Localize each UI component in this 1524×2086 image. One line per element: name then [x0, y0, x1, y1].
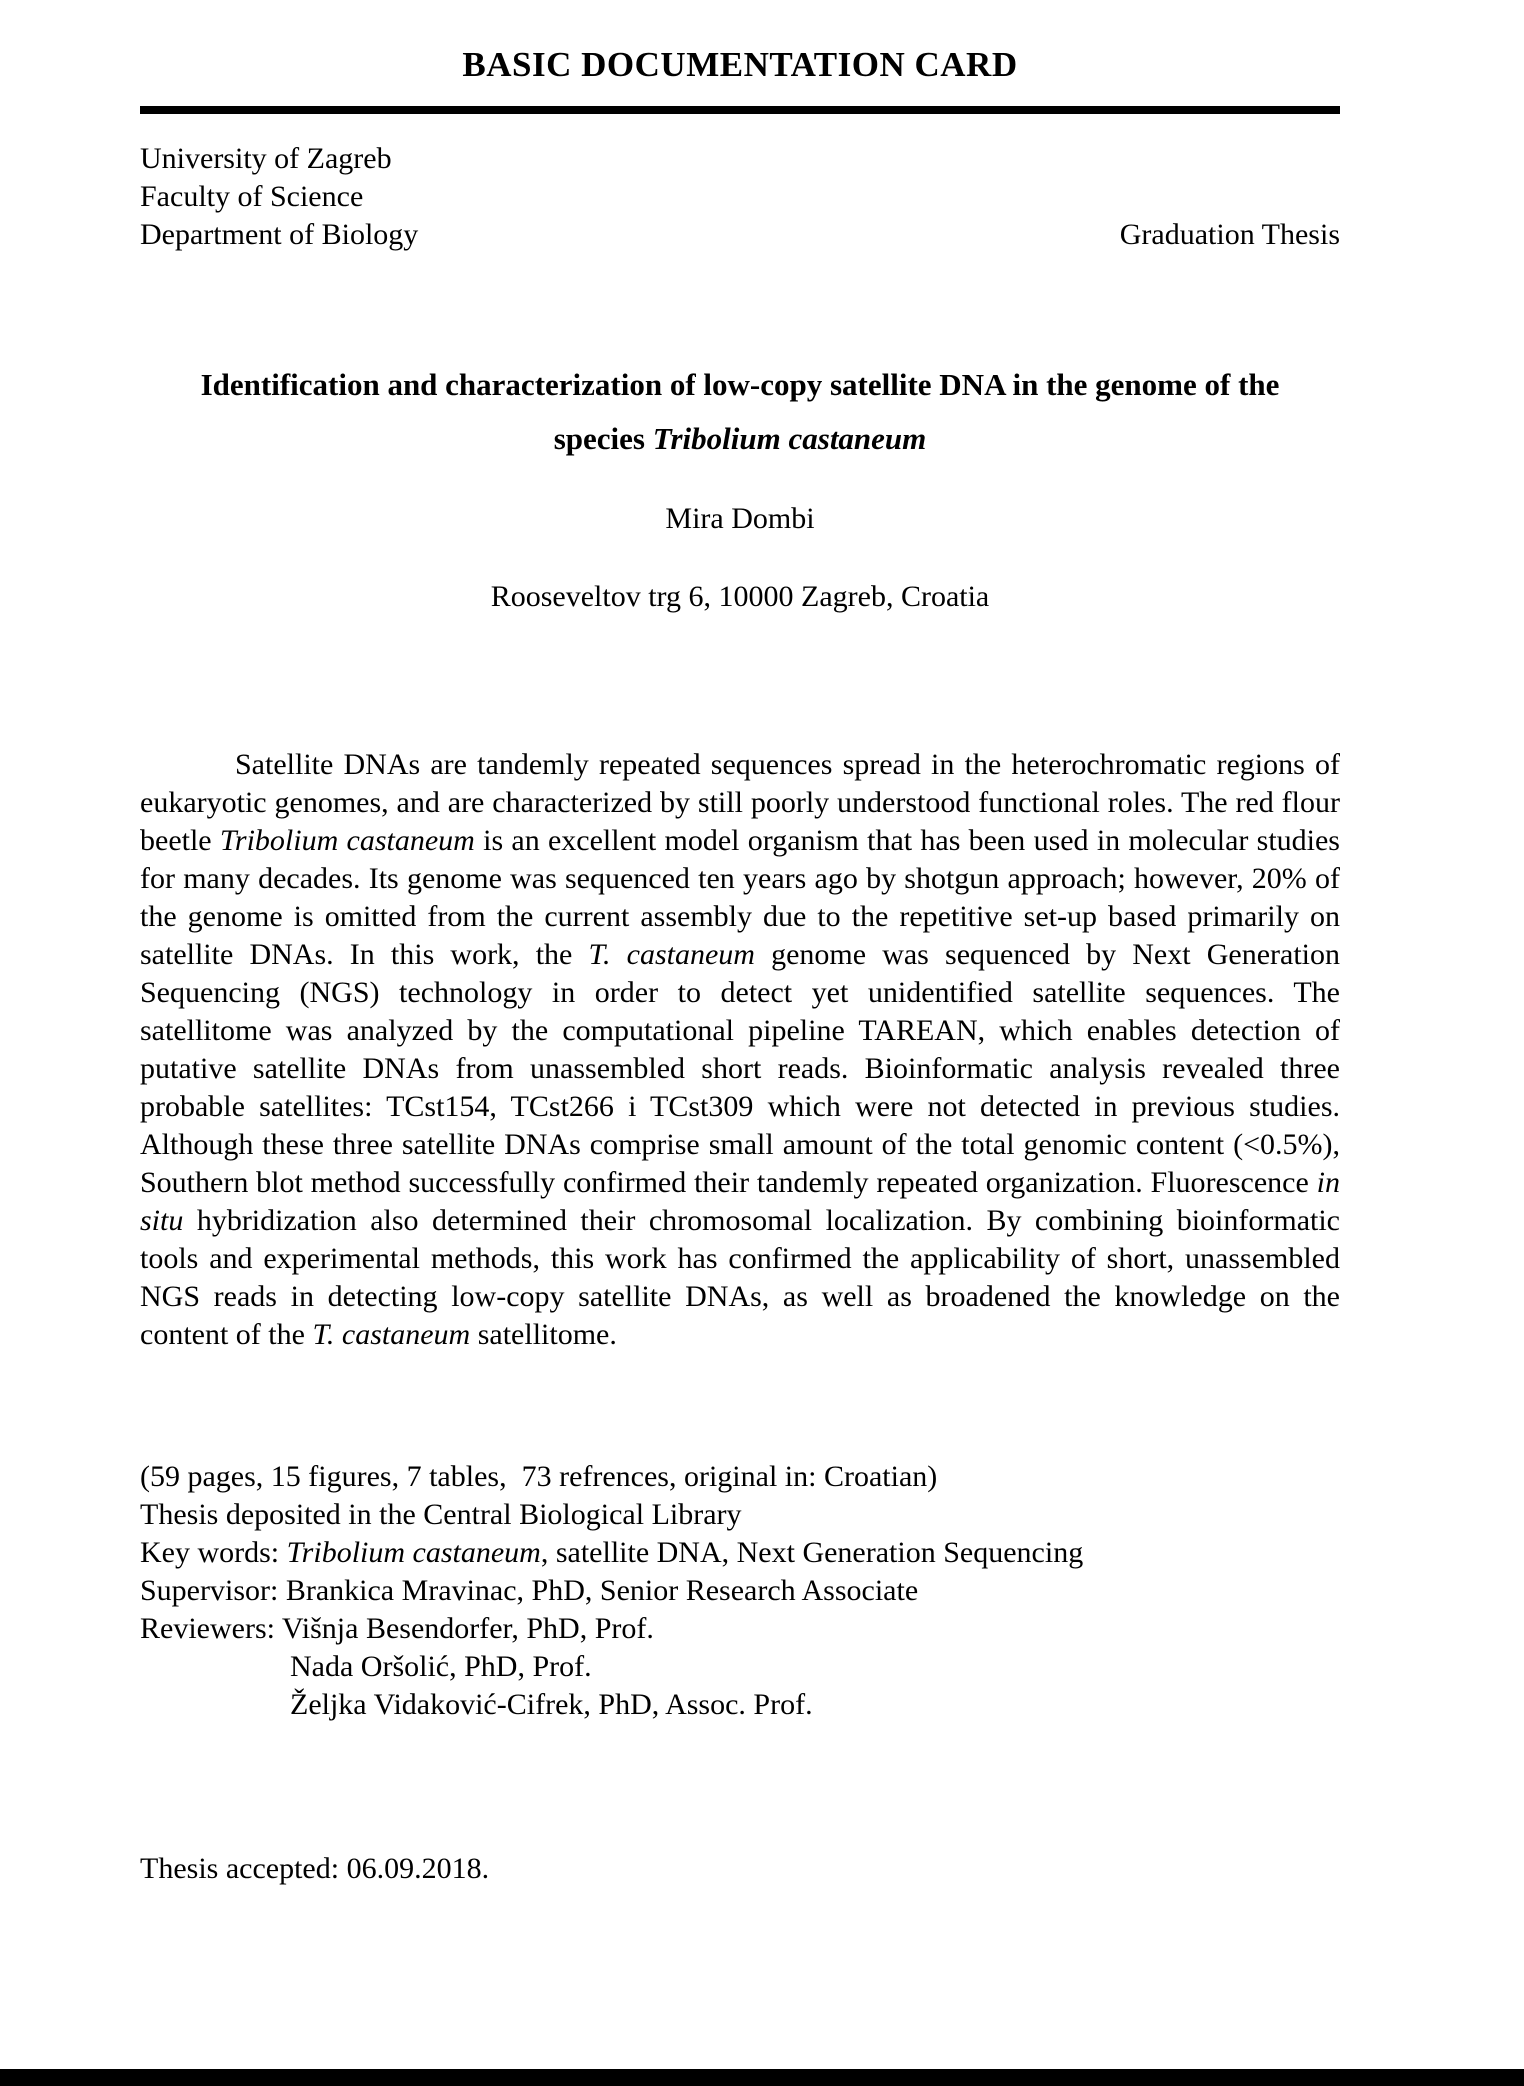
thesis-title-line2: species Tribolium castaneum	[553, 421, 927, 456]
author-address: Rooseveltov trg 6, 10000 Zagreb, Croatia	[490, 580, 990, 613]
author-name: Mira Dombi	[665, 502, 815, 535]
reviewer-item: Željka Vidaković-Cifrek, PhD, Assoc. Prof.	[290, 1688, 813, 1721]
thesis-metadata-block	[140, 1458, 1340, 1724]
thesis-title-line1: Identification and characterization of low-copy satellite DNA in the genome of the	[200, 367, 1280, 402]
institution-lines	[140, 140, 418, 254]
supervisor-line: Supervisor: Brankica Mravinac, PhD, Senior Research Associate	[140, 1574, 919, 1607]
stats-line: (59 pages, 15 figures, 7 tables, 73 refrences, original in: Croatian)	[140, 1460, 938, 1493]
keywords-line: Key words: Tribolium castaneum, satellite DNA, Next Generation Sequencing	[140, 1536, 1084, 1569]
faculty-line: Faculty of Science	[140, 180, 364, 213]
university-line: University of Zagreb	[140, 142, 392, 175]
institution-block	[140, 140, 1340, 254]
scan-edge-artifact	[0, 2069, 1524, 2086]
abstract-text: Satellite DNAs are tandemly repeated sequences spread in the heterochromatic regions of eukaryotic genomes, and are characterized by still poorly understood functional roles. The red flour beetle Tribolium castaneum is an excellent model organism that has been used in molecular studies for many decades. Its genome was sequenced ten years ago by shotgun approach; however, 20% of the genome is omitted from the current assembly due to the repetitive set-up based primarily on satellite DNAs. In this work, the T. castaneum genome was sequenced by Next Generation Sequencing (NGS) technology in order to detect yet unidentified satellite sequences. The satellitome was analyzed by the computational pipeline TAREAN, which enables detection of putative satellite DNAs from unassembled short reads. Bioinformatic analysis revealed three probable satellites: TCst154, TCst266 i TCst309 which were not detected in previous studies. Although these three satellite DNAs comprise small amount of the total genomic content (<0.5%), Southern blot method successfully confirmed their tandemly repeated organization. Fluorescence in situ hybridization also determined their chromosomal localization. By combining bioinformatic tools and experimental methods, this work has confirmed the applicability of short, unassembled NGS reads in detecting low-copy satellite DNAs, as well as broadened the knowledge on the content of the T. castaneum satellitome.	[140, 748, 1340, 1351]
reviewers-line: Reviewers: Višnja Besendorfer, PhD, Prof.	[140, 1612, 654, 1645]
reviewer-item: Nada Oršolić, PhD, Prof.	[290, 1650, 592, 1683]
department-line: Department of Biology	[140, 218, 419, 251]
header-rule	[140, 106, 1340, 114]
thesis-type-label: Graduation Thesis	[1119, 218, 1340, 251]
card-title: BASIC DOCUMENTATION CARD	[462, 45, 1018, 84]
deposit-line: Thesis deposited in the Central Biological Library	[140, 1498, 742, 1531]
accepted-line: Thesis accepted: 06.09.2018.	[140, 1852, 490, 1885]
